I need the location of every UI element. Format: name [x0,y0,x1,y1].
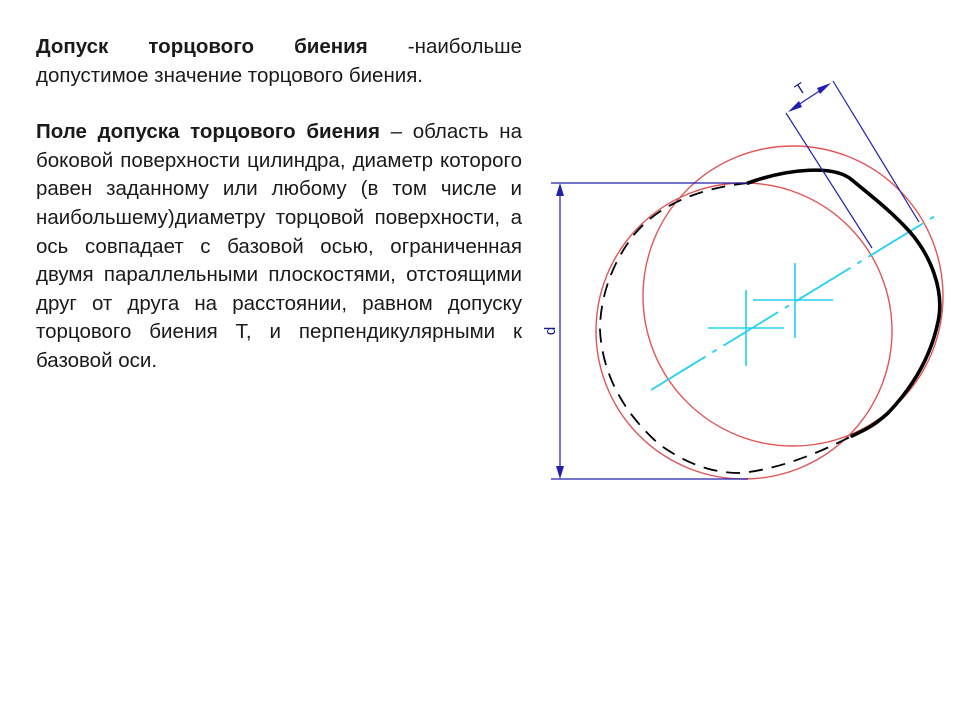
tolerance-arrow-right [817,83,831,94]
dim-arrow-top [556,183,564,196]
profile-visible-solid [748,170,940,436]
tolerance-arrow-left [788,101,802,112]
definition-runout-tolerance-body: -наибольше допустимое значение торцового биения. [36,35,522,87]
term-runout-tolerance: Допуск торцового биения [36,35,368,58]
dim-arrow-bottom [556,466,564,479]
term-tolerance-zone: Поле допуска торцового биения [36,120,380,144]
definition-tolerance-zone-body: – область на боковой поверхности цилиндра, диаметр которого равен заданному или любому (в том числе и наибольшему)диаметру торцовой поверхности, а ось совпадает с базовой осью, ограниченная двумя параллельными плоскостями, отстоящими друг от друга на расстоянии, равном допуску торцового биения Т, и перпендикулярными к базовой оси. [36,120,522,372]
tolerance-extension-upper [786,113,872,248]
base-axis-line [651,216,935,390]
tolerance-label: T [792,79,810,99]
diameter-label: d [542,326,559,336]
